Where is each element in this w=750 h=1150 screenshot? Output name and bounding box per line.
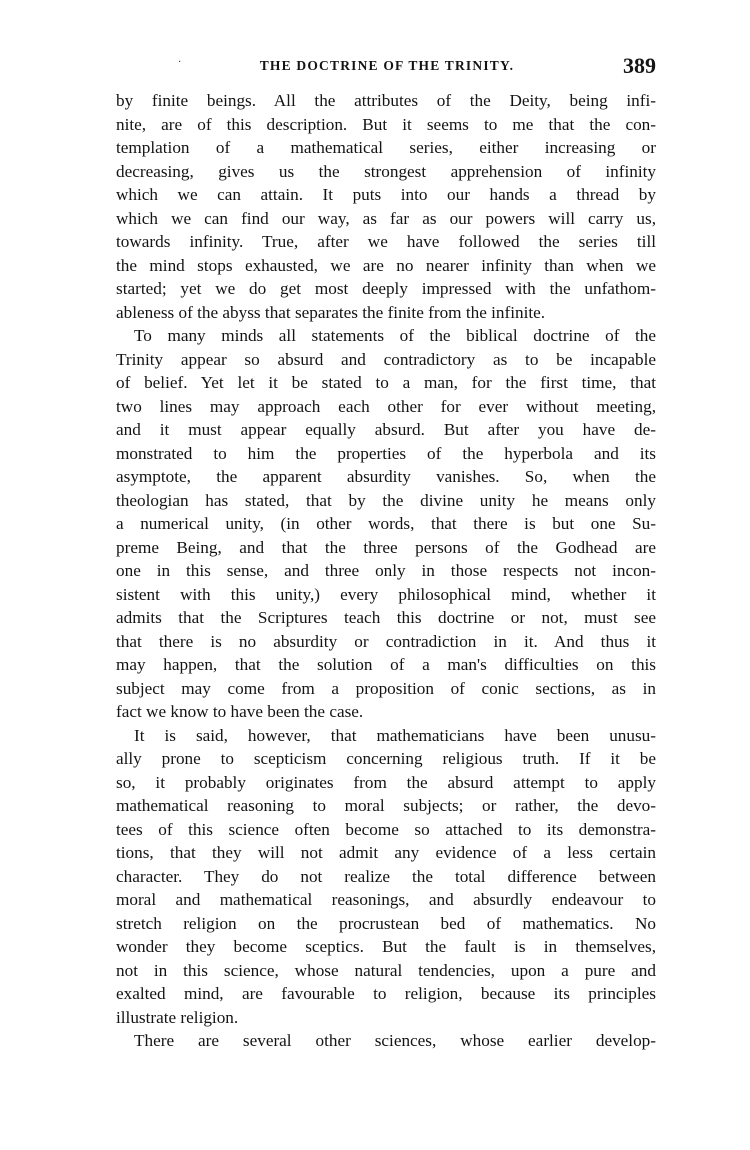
text-line: There are several other sciences, whose earlier develop- (134, 1031, 656, 1050)
text-line: nite, are of this description. But it seems to me that the con- (116, 114, 656, 134)
text-line: theologian has stated, that by the divine unity he means only (116, 490, 656, 510)
text-line: asymptote, the apparent absurdity vanishes. So, when the (116, 467, 656, 486)
text-line: a numerical unity, (in other words, that there is but one Su- (116, 514, 656, 533)
text-line: ableness of the abyss that separates the finite from the infinite. (116, 302, 546, 322)
text-line: templation of a mathematical series, either increasing or (116, 138, 656, 157)
text-line: started; yet we do get most deeply impressed with the unfathom- (116, 279, 656, 298)
running-title: THE DOCTRINE OF THE TRINITY. (259, 58, 515, 73)
text-line: subject may come from a proposition of conic sections, as in (116, 678, 656, 698)
text-line: admits that the Scriptures teach this doctrine or not, must see (116, 608, 656, 627)
text-line: one in this sense, and three only in those respects not incon- (116, 561, 656, 580)
text-line: monstrated to him the properties of the hyperbola and its (116, 443, 656, 463)
text-line: To many minds all statements of the biblical doctrine of the (134, 326, 656, 345)
text-line: It is said, however, that mathematicians have been unusu- (134, 725, 656, 745)
page-number: 389 (623, 53, 656, 78)
text-line: sistent with this unity,) every philosophical mind, whether it (116, 584, 656, 604)
text-line: of belief. Yet let it be stated to a man, for the first time, that (116, 373, 656, 392)
text-line: that there is no absurdity or contradiction in it. And thus it (116, 631, 656, 651)
text-line: wonder they become sceptics. But the fault is in themselves, (116, 937, 656, 956)
text-line: and it must appear equally absurd. But after you have de- (116, 420, 656, 439)
text-line: preme Being, and that the three persons of the Godhead are (116, 537, 656, 557)
text-line: tees of this science often become so attached to its demonstra- (116, 819, 656, 839)
text-line: fact we know to have been the case. (116, 702, 364, 721)
text-line: stretch religion on the procrustean bed of mathematics. No (116, 913, 656, 933)
text-line: tions, that they will not admit any evidence of a less certain (116, 843, 656, 862)
text-line: character. They do not realize the total difference between (116, 866, 656, 886)
text-line: by finite beings. All the attributes of the Deity, being infi- (116, 91, 656, 110)
text-line: which we can attain. It puts into our hands a thread by (116, 185, 656, 204)
text-line: mathematical reasoning to moral subjects; or rather, the devo- (116, 796, 656, 815)
text-line: moral and mathematical reasonings, and absurdly endeavour to (116, 890, 656, 909)
text-line: two lines may approach each other for ever without meeting, (116, 396, 656, 416)
running-header (118, 55, 656, 85)
text-line: Trinity appear so absurd and contradictory as to be incapable (116, 349, 656, 369)
header-mark: · (178, 57, 182, 68)
text-line: illustrate religion. (116, 1007, 239, 1027)
text-line: ally prone to scepticism concerning religious truth. If it be (116, 749, 656, 768)
text-line: so, it probably originates from the absurd attempt to apply (116, 772, 656, 792)
text-line: the mind stops exhausted, we are no nearer infinity than when we (116, 255, 656, 275)
text-line: which we can find our way, as far as our powers will carry us, (116, 208, 656, 228)
text-line: not in this science, whose natural tendencies, upon a pure and (116, 960, 656, 980)
text-line: towards infinity. True, after we have followed the series till (116, 232, 656, 251)
text-line: decreasing, gives us the strongest apprehension of infinity (116, 161, 656, 181)
body-text (116, 89, 656, 1053)
text-line: exalted mind, are favourable to religion, because its principles (116, 984, 656, 1003)
text-line: may happen, that the solution of a man's difficulties on this (116, 655, 656, 674)
